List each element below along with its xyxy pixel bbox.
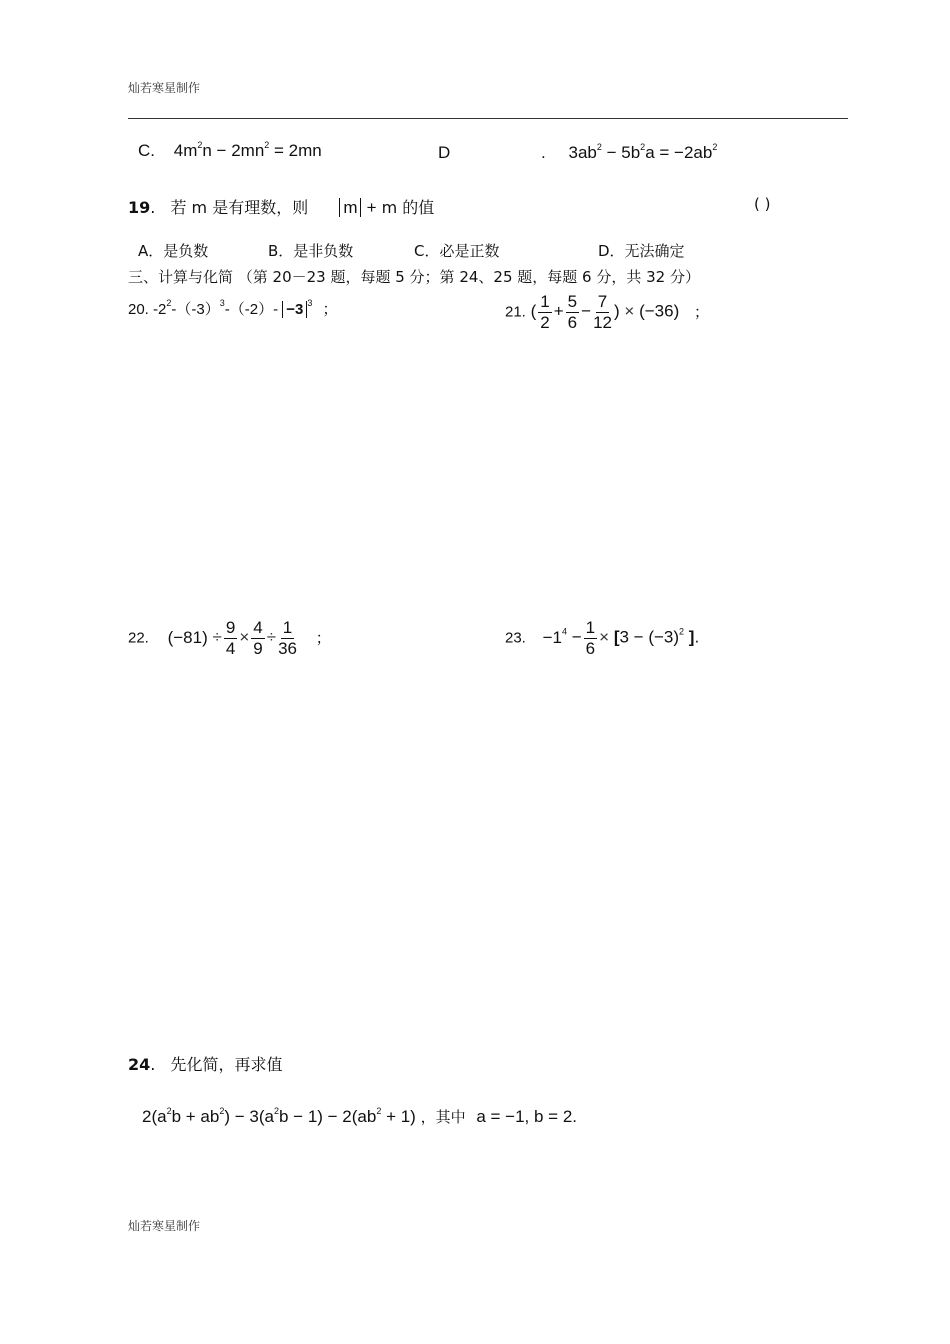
q18-d-exp2: 2 — [640, 142, 646, 152]
q20-sup-a: 2 — [166, 298, 172, 308]
q24-e8: + 1) — [381, 1107, 416, 1126]
q18-c-term1: 4m — [173, 141, 198, 160]
q24-condition: a = −1, b = 2 — [476, 1107, 573, 1126]
q20-term-a: -2 — [153, 301, 167, 318]
q23-head: −1 — [542, 627, 562, 647]
q22-f2-num: 4 — [253, 618, 263, 637]
q18-d-term2: − 5b — [601, 143, 641, 162]
section-heading: 三、计算与化简 （第 20－23 题，每题 5 分；第 24、25 题，每题 6 分，共 32 分） — [128, 268, 700, 286]
q19-option-c: C．必是正数 — [414, 242, 500, 260]
q20-label: 20. — [128, 301, 149, 318]
q21-tail: (−36) — [639, 301, 680, 321]
q21-expression — [505, 292, 709, 332]
q23-sup2: 2 — [679, 626, 685, 637]
q22-div: ÷ — [212, 627, 222, 647]
q19-stem — [128, 195, 434, 218]
q19-answer-paren: ( ) — [754, 195, 771, 213]
q23-f-den: 6 — [585, 638, 596, 658]
q20-sup-c: 3 — [307, 298, 313, 308]
q24-end: . — [572, 1107, 578, 1126]
q18-c-label: C. — [138, 141, 155, 160]
q19-number: 19 — [128, 198, 151, 217]
q22-times: × — [239, 627, 250, 647]
q20-end: ； — [322, 301, 338, 318]
q23-end: . — [694, 627, 700, 647]
q21-frac-3 — [593, 292, 612, 332]
q23-right-bracket: ] — [688, 627, 695, 647]
q23-times: × — [599, 627, 610, 647]
q20-term-c: -（-2）- — [224, 301, 279, 318]
q22-f3-den: 36 — [278, 638, 297, 658]
q21-f3-num: 7 — [597, 292, 608, 311]
q18-c-exp1: 2 — [197, 140, 203, 150]
q18-d-term1: 3ab — [568, 143, 597, 162]
q24-expression — [142, 1106, 577, 1127]
q24-where: ，其中 — [420, 1109, 466, 1126]
q21-plus: + — [553, 301, 564, 321]
q24-stem-text: 先化简，再求值 — [170, 1055, 283, 1074]
page-footer: 灿若寒星制作 — [128, 1219, 201, 1233]
q19-abs-m: m — [339, 198, 361, 217]
q20-abs-value: −3 — [282, 301, 307, 318]
q22-end: ； — [315, 629, 331, 647]
q24-e2: b + ab — [171, 1107, 220, 1126]
q19-option-d: D．无法确定 — [598, 242, 685, 260]
q19-dot: . — [150, 198, 156, 217]
q24-dot: . — [150, 1055, 156, 1074]
q22-head: (−81) — [167, 627, 208, 647]
q18-d-label: D — [438, 143, 451, 162]
q22-div2: ÷ — [266, 627, 277, 647]
q24-e7: 2 — [376, 1106, 382, 1116]
q23-f-num: 1 — [585, 618, 596, 637]
q18-d-dot: . — [541, 143, 546, 162]
q21-f2-num: 5 — [567, 292, 578, 311]
page-header: 灿若寒星制作 — [128, 81, 201, 95]
q24-e6: b − 1) − 2(ab — [278, 1107, 377, 1126]
q21-frac-1 — [538, 292, 551, 332]
q22-f1-den: 4 — [225, 638, 236, 658]
q20-expression — [128, 298, 338, 319]
q23-expression — [505, 618, 699, 658]
q20-term-b: -（-3） — [171, 301, 220, 318]
q23-label: 23. — [505, 629, 526, 647]
q23-minus: − — [571, 627, 582, 647]
q21-minus: − — [581, 301, 592, 321]
q22-label: 22. — [128, 629, 149, 647]
q24-e4: ) − 3(a — [224, 1107, 274, 1126]
q20-sup-b: 3 — [219, 298, 225, 308]
q18-d-term3: a = −2ab — [645, 143, 713, 162]
q24-number: 24 — [128, 1055, 151, 1074]
q24-e5: 2 — [273, 1106, 279, 1116]
q19-option-b: B．是非负数 — [268, 242, 354, 260]
q21-close: ) — [614, 301, 620, 321]
q18-c-term3: = 2mn — [269, 141, 322, 160]
q22-frac-3 — [278, 618, 297, 658]
q21-f1-num: 1 — [540, 292, 550, 311]
q21-frac-2 — [566, 292, 579, 332]
q19-stem-pre: 若 m 是有理数，则 — [170, 198, 309, 217]
q22-f2-den: 9 — [253, 638, 263, 658]
q22-expression — [128, 618, 331, 658]
q23-mid: 3 − (−3) — [619, 627, 680, 647]
q23-left-bracket: [ — [613, 627, 620, 647]
q22-frac-1 — [224, 618, 237, 658]
q21-label: 21. — [505, 303, 526, 321]
q21-f1-den: 2 — [540, 312, 550, 332]
q24-stem — [128, 1052, 282, 1075]
q18-c-term2: n − 2mn — [202, 141, 265, 160]
q18-c-exp2: 2 — [264, 140, 270, 150]
q23-sup: 4 — [561, 626, 567, 637]
q18-d-exp1: 2 — [596, 142, 602, 152]
q18-option-c — [138, 140, 322, 161]
q22-frac-2 — [251, 618, 264, 658]
q19-stem-post: m 的值 — [381, 198, 435, 217]
q21-open: ( — [530, 301, 537, 321]
header-rule — [128, 118, 848, 119]
q18-d-exp3: 2 — [712, 142, 718, 152]
q18-option-d — [438, 142, 717, 163]
q19-option-a: A．是负数 — [138, 242, 209, 260]
q24-e0: 2(a — [142, 1107, 167, 1126]
q23-frac — [584, 618, 597, 658]
q22-f3-num: 1 — [282, 618, 293, 637]
q21-f3-den: 12 — [593, 312, 612, 332]
q22-f1-num: 9 — [225, 618, 236, 637]
q21-end: ； — [693, 303, 709, 321]
q24-e1: 2 — [166, 1106, 172, 1116]
q21-times: × — [624, 301, 635, 321]
q19-plus: + — [366, 198, 377, 217]
q24-e3: 2 — [219, 1106, 225, 1116]
q21-f2-den: 6 — [567, 312, 578, 332]
